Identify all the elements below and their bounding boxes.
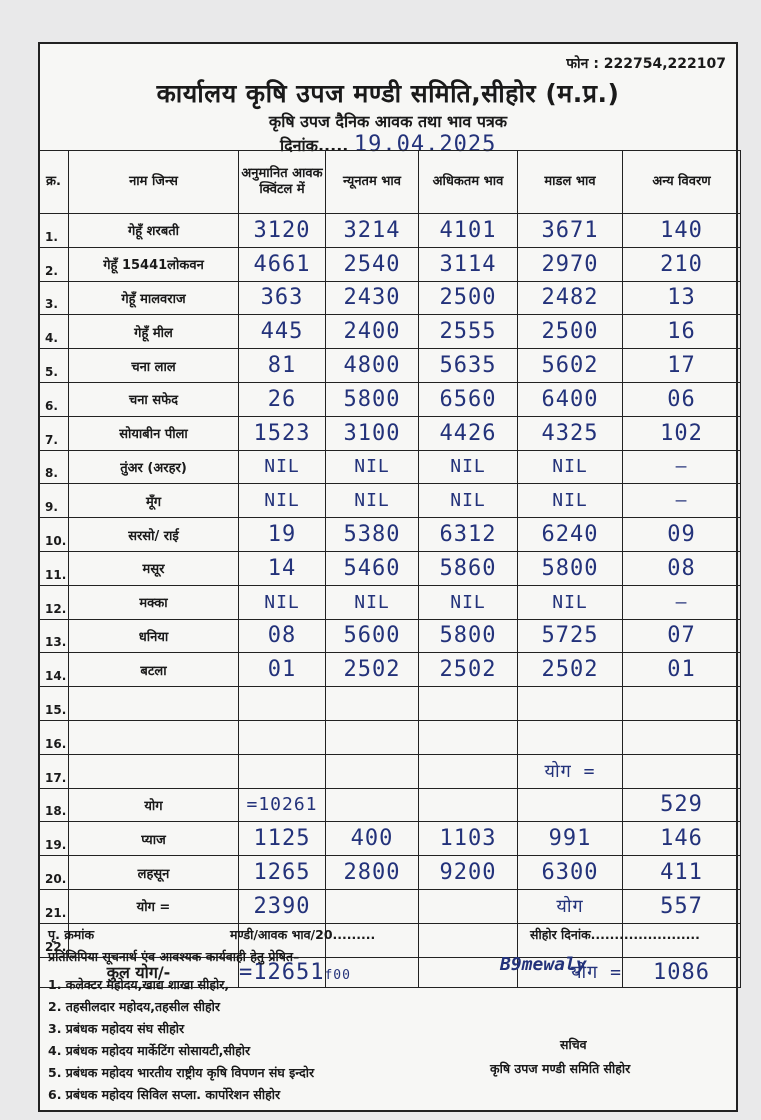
row-sn: 15. bbox=[39, 687, 69, 721]
row-max-value bbox=[419, 889, 518, 923]
row-model-value: 5602 bbox=[518, 349, 623, 383]
row-min-value: NIL bbox=[326, 484, 419, 518]
row-min-value: 2502 bbox=[326, 653, 419, 687]
table-row bbox=[39, 687, 741, 721]
row-model-value: 4325 bbox=[518, 416, 623, 450]
row-max-value: 3114 bbox=[419, 247, 518, 281]
row-model-value: 6300 bbox=[518, 856, 623, 890]
row-other-value: — bbox=[623, 450, 741, 484]
col-other: अन्य विवरण bbox=[623, 151, 741, 214]
row-max-value: 4101 bbox=[419, 214, 518, 248]
row-min-value: 5600 bbox=[326, 619, 419, 653]
table-row bbox=[39, 889, 741, 923]
row-max-value: 6560 bbox=[419, 382, 518, 416]
row-commodity-name: लहसून bbox=[69, 856, 239, 890]
table-row bbox=[39, 720, 741, 754]
table-row bbox=[39, 754, 741, 788]
row-arrival-value: NIL bbox=[239, 450, 326, 484]
row-commodity-name: गेहूँ शरबती bbox=[69, 214, 239, 248]
row-model-value: 991 bbox=[518, 822, 623, 856]
row-commodity-name: मक्का bbox=[69, 585, 239, 619]
row-max-value: 1103 bbox=[419, 822, 518, 856]
row-model-value bbox=[518, 788, 623, 822]
table-row bbox=[39, 518, 741, 552]
recipient-item: 6. प्रबंधक महोदय सिविल सप्ला. कार्पोरेशन सीहोर bbox=[48, 1087, 281, 1102]
row-min-value bbox=[326, 788, 419, 822]
table-row bbox=[39, 382, 741, 416]
rate-sheet bbox=[38, 42, 738, 1112]
row-max-value: 4426 bbox=[419, 416, 518, 450]
row-model-value: 3671 bbox=[518, 214, 623, 248]
row-max-value bbox=[419, 788, 518, 822]
table-row bbox=[39, 653, 741, 687]
row-other-value: 102 bbox=[623, 416, 741, 450]
row-model-value: NIL bbox=[518, 585, 623, 619]
row-model-value: 6400 bbox=[518, 382, 623, 416]
row-arrival-value: 363 bbox=[239, 281, 326, 315]
table-row bbox=[39, 247, 741, 281]
row-sn: 21. bbox=[39, 889, 69, 923]
row-model-value: 5800 bbox=[518, 551, 623, 585]
row-min-value bbox=[326, 889, 419, 923]
row-arrival-value: 08 bbox=[239, 619, 326, 653]
phone-number: फोन : 222754,222107 bbox=[566, 56, 726, 72]
row-min-value: 5800 bbox=[326, 382, 419, 416]
row-sn: 11. bbox=[39, 551, 69, 585]
row-sn: 2. bbox=[39, 247, 69, 281]
row-arrival-value: 01 bbox=[239, 653, 326, 687]
row-commodity-name: मसूर bbox=[69, 551, 239, 585]
row-other-value: 140 bbox=[623, 214, 741, 248]
table-row bbox=[39, 788, 741, 822]
row-min-value: 5460 bbox=[326, 551, 419, 585]
row-min-value: 2540 bbox=[326, 247, 419, 281]
row-other-value: 08 bbox=[623, 551, 741, 585]
secretary-label: सचिव bbox=[560, 1037, 587, 1052]
row-max-value bbox=[419, 687, 518, 721]
table-row bbox=[39, 281, 741, 315]
row-commodity-name bbox=[69, 687, 239, 721]
row-model-value: 6240 bbox=[518, 518, 623, 552]
row-arrival-value: 445 bbox=[239, 315, 326, 349]
row-max-value: 2502 bbox=[419, 653, 518, 687]
row-arrival-value: NIL bbox=[239, 484, 326, 518]
row-arrival-value: 1265 bbox=[239, 856, 326, 890]
recipient-list bbox=[48, 974, 314, 1106]
row-min-value: 2400 bbox=[326, 315, 419, 349]
row-arrival-value: 19 bbox=[239, 518, 326, 552]
grand-total-arrival-suffix: f00 bbox=[324, 967, 351, 983]
row-max-value: 5800 bbox=[419, 619, 518, 653]
row-sn: 22. bbox=[39, 923, 69, 957]
table-row bbox=[39, 822, 741, 856]
row-other-value bbox=[623, 754, 741, 788]
table-row bbox=[39, 416, 741, 450]
grand-total-arrival-value: =12651 bbox=[239, 959, 325, 985]
row-min-value: 2430 bbox=[326, 281, 419, 315]
row-commodity-name: चना सफेद bbox=[69, 382, 239, 416]
table-header-row bbox=[39, 151, 741, 214]
row-other-value: 146 bbox=[623, 822, 741, 856]
row-sn: 5. bbox=[39, 349, 69, 383]
row-other-value: 210 bbox=[623, 247, 741, 281]
row-commodity-name: सोयाबीन पीला bbox=[69, 416, 239, 450]
row-arrival-value: 1523 bbox=[239, 416, 326, 450]
row-max-value: NIL bbox=[419, 450, 518, 484]
recipient-item: 2. तहसीलदार महोदय,तहसील सीहोर bbox=[48, 999, 221, 1014]
table-row bbox=[39, 619, 741, 653]
row-commodity-name: धनिया bbox=[69, 619, 239, 653]
ref-number: पृ. क्रमांक bbox=[48, 927, 95, 942]
row-commodity-name: तुंअर (अरहर) bbox=[69, 450, 239, 484]
row-other-value: 411 bbox=[623, 856, 741, 890]
row-model-value: 2482 bbox=[518, 281, 623, 315]
rates-table bbox=[38, 150, 741, 988]
row-arrival-value bbox=[239, 754, 326, 788]
row-arrival-value: 14 bbox=[239, 551, 326, 585]
row-sn: 9. bbox=[39, 484, 69, 518]
row-arrival-value: 1125 bbox=[239, 822, 326, 856]
col-model: माडल भाव bbox=[518, 151, 623, 214]
table-body bbox=[39, 214, 741, 958]
row-sn: 20. bbox=[39, 856, 69, 890]
row-max-value: 5635 bbox=[419, 349, 518, 383]
row-sn: 18. bbox=[39, 788, 69, 822]
grand-total-model: योग = bbox=[518, 957, 623, 988]
row-commodity-name: मूँग bbox=[69, 484, 239, 518]
row-commodity-name: बटला bbox=[69, 653, 239, 687]
row-max-value: 6312 bbox=[419, 518, 518, 552]
table-row bbox=[39, 585, 741, 619]
table-row bbox=[39, 349, 741, 383]
row-sn: 17. bbox=[39, 754, 69, 788]
row-commodity-name: गेहूँ मील bbox=[69, 315, 239, 349]
row-arrival-value: 26 bbox=[239, 382, 326, 416]
row-model-value bbox=[518, 720, 623, 754]
row-min-value: 5380 bbox=[326, 518, 419, 552]
row-min-value: NIL bbox=[326, 585, 419, 619]
row-min-value: 2800 bbox=[326, 856, 419, 890]
signature: B9mewaly bbox=[500, 954, 587, 975]
sehore-date: सीहोर दिनांक....................... bbox=[530, 927, 700, 942]
grand-total-label: कुल योग/- bbox=[39, 957, 239, 988]
row-model-value: योग bbox=[518, 889, 623, 923]
mandi-ref: मण्डी/आवक भाव/20......... bbox=[230, 927, 376, 942]
row-other-value: 09 bbox=[623, 518, 741, 552]
col-sn: क्र. bbox=[39, 151, 69, 214]
row-arrival-value: 4661 bbox=[239, 247, 326, 281]
row-commodity-name: प्याज bbox=[69, 822, 239, 856]
recipient-item: 1. कलेक्टर महोदय,खाद्य शाखा सीहोर, bbox=[48, 977, 230, 992]
row-model-value: 2502 bbox=[518, 653, 623, 687]
row-model-value: 2970 bbox=[518, 247, 623, 281]
row-other-value: 07 bbox=[623, 619, 741, 653]
row-arrival-value: 3120 bbox=[239, 214, 326, 248]
row-max-value: 2500 bbox=[419, 281, 518, 315]
row-commodity-name: चना लाल bbox=[69, 349, 239, 383]
row-min-value: 400 bbox=[326, 822, 419, 856]
table-row bbox=[39, 484, 741, 518]
table-row bbox=[39, 551, 741, 585]
col-min: न्यूनतम भाव bbox=[326, 151, 419, 214]
col-arrival: अनुमानित आवक क्विंटल में bbox=[239, 151, 326, 214]
row-sn: 13. bbox=[39, 619, 69, 653]
row-min-value bbox=[326, 720, 419, 754]
copy-intro: प्रतिलिपिया सूचनार्थ एंव आवश्यक कार्यवाही हेतु प्रेषित– bbox=[48, 949, 300, 964]
row-sn: 8. bbox=[39, 450, 69, 484]
row-arrival-value: 2390 bbox=[239, 889, 326, 923]
row-model-value: 5725 bbox=[518, 619, 623, 653]
row-arrival-value: =10261 bbox=[239, 788, 326, 822]
row-other-value bbox=[623, 720, 741, 754]
row-min-value: 4800 bbox=[326, 349, 419, 383]
row-min-value: 3214 bbox=[326, 214, 419, 248]
row-arrival-value bbox=[239, 687, 326, 721]
row-commodity-name bbox=[69, 754, 239, 788]
row-sn: 14. bbox=[39, 653, 69, 687]
row-arrival-value: 81 bbox=[239, 349, 326, 383]
row-commodity-name: सरसो/ राई bbox=[69, 518, 239, 552]
row-other-value bbox=[623, 687, 741, 721]
row-other-value: 557 bbox=[623, 889, 741, 923]
row-max-value bbox=[419, 720, 518, 754]
row-max-value: NIL bbox=[419, 585, 518, 619]
row-sn: 10. bbox=[39, 518, 69, 552]
row-max-value: 5860 bbox=[419, 551, 518, 585]
row-max-value: 2555 bbox=[419, 315, 518, 349]
row-sn: 19. bbox=[39, 822, 69, 856]
office-title: कार्यालय कृषि उपज मण्डी समिति,सीहोर (म.प्र.) bbox=[156, 79, 620, 108]
row-commodity-name: गेहूँ 15441लोकवन bbox=[69, 247, 239, 281]
row-other-value: 06 bbox=[623, 382, 741, 416]
date-row: दिनांक..... 19.04.2025 bbox=[280, 132, 497, 157]
row-max-value: 9200 bbox=[419, 856, 518, 890]
row-other-value: — bbox=[623, 585, 741, 619]
row-sn: 16. bbox=[39, 720, 69, 754]
committee-label: कृषि उपज मण्डी समिति सीहोर bbox=[490, 1061, 631, 1076]
row-min-value: NIL bbox=[326, 450, 419, 484]
table-row bbox=[39, 450, 741, 484]
row-sn: 12. bbox=[39, 585, 69, 619]
row-other-value: 16 bbox=[623, 315, 741, 349]
row-sn: 7. bbox=[39, 416, 69, 450]
table-row bbox=[39, 214, 741, 248]
row-max-value bbox=[419, 923, 518, 957]
row-other-value: 01 bbox=[623, 653, 741, 687]
row-other-value: 17 bbox=[623, 349, 741, 383]
row-model-value: 2500 bbox=[518, 315, 623, 349]
table-row bbox=[39, 315, 741, 349]
row-other-value: 529 bbox=[623, 788, 741, 822]
row-commodity-name: योग = bbox=[69, 889, 239, 923]
date-label: दिनांक bbox=[280, 136, 318, 155]
row-commodity-name: योग bbox=[69, 788, 239, 822]
col-max: अधिकतम भाव bbox=[419, 151, 518, 214]
recipient-item: 4. प्रबंधक महोदय मार्केटिंग सोसायटी,सीहोर bbox=[48, 1043, 251, 1058]
table-row bbox=[39, 856, 741, 890]
col-name: नाम जिन्स bbox=[69, 151, 239, 214]
row-arrival-value bbox=[239, 720, 326, 754]
row-min-value bbox=[326, 687, 419, 721]
sheet-subtitle: कृषि उपज दैनिक आवक तथा भाव पत्रक bbox=[268, 112, 508, 131]
row-min-value bbox=[326, 754, 419, 788]
date-value: 19.04.2025 bbox=[353, 132, 497, 157]
row-model-value: NIL bbox=[518, 450, 623, 484]
row-sn: 4. bbox=[39, 315, 69, 349]
row-max-value bbox=[419, 754, 518, 788]
recipient-item: 5. प्रबंधक महोदय भारतीय राष्ट्रीय कृषि विपणन संघ इन्दोर bbox=[48, 1065, 315, 1080]
row-sn: 1. bbox=[39, 214, 69, 248]
recipient-item: 3. प्रबंधक महोदय संघ सीहोर bbox=[48, 1021, 185, 1036]
row-min-value: 3100 bbox=[326, 416, 419, 450]
row-max-value: NIL bbox=[419, 484, 518, 518]
row-model-value bbox=[518, 687, 623, 721]
row-other-value: 13 bbox=[623, 281, 741, 315]
grand-total-other: 1086 bbox=[623, 957, 741, 988]
row-other-value: — bbox=[623, 484, 741, 518]
row-commodity-name bbox=[69, 720, 239, 754]
row-sn: 6. bbox=[39, 382, 69, 416]
row-model-value: NIL bbox=[518, 484, 623, 518]
row-sn: 3. bbox=[39, 281, 69, 315]
row-model-value: योग = bbox=[518, 754, 623, 788]
row-arrival-value: NIL bbox=[239, 585, 326, 619]
row-commodity-name: गेहूँ मालवराज bbox=[69, 281, 239, 315]
